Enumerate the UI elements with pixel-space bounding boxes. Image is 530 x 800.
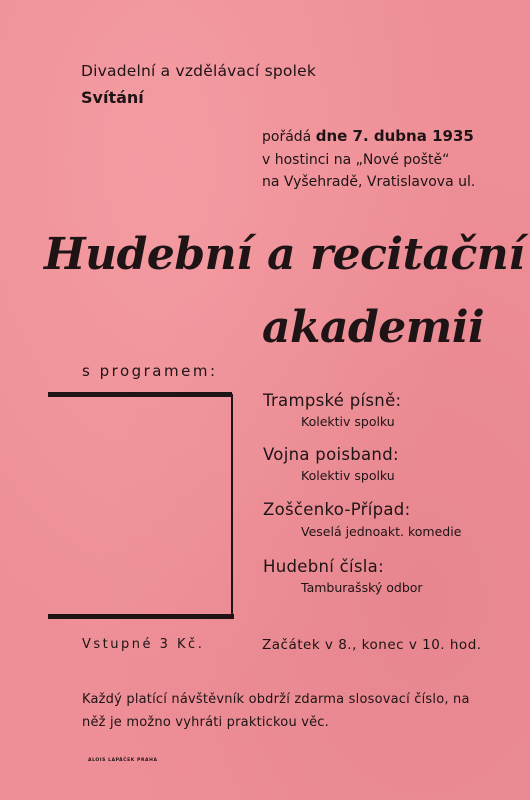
organization-line: Divadelní a vzdělávací spolek [81,62,317,80]
start-end-times: Začátek v 8., konec v 10. hod. [262,637,482,653]
program-item-4-title: Hudební čísla: [263,557,384,576]
program-item-2-subtitle: Kolektiv spolku [301,468,395,483]
organization-name: Svítání [81,88,144,107]
program-item-1-subtitle: Kolektiv spolku [301,414,395,429]
program-item-1-title: Trampské písně: [263,391,402,410]
program-item-2-title: Vojna poisband: [263,445,399,464]
printer-imprint: ALOIS LAPÁČEK PRAHA [88,758,158,763]
program-label: s programem: [82,362,218,380]
event-date-line [262,127,474,145]
lottery-note-line-1: Každý platící návštěvník obdrží zdarma slosovací číslo, na [82,692,470,707]
entry-fee: Vstupné 3 Kč. [82,637,205,652]
program-item-3-subtitle: Veselá jednoakt. komedie [301,524,462,539]
program-item-3-title: Zoščenko-Případ: [263,500,411,519]
event-place: v hostinci na „Nové poště“ [262,152,450,168]
event-date: dne 7. dubna 1935 [315,127,474,145]
program-item-4-subtitle: Tamburašský odbor [301,580,423,595]
title-line-1: Hudební a recitační [44,229,525,280]
bracket-bottom-rule [48,614,234,619]
title-line-2: akademii [262,302,485,353]
bracket-side-rule [231,394,233,616]
event-date-prefix: pořádá [262,129,312,145]
event-street: na Vyšehradě, Vratislavova ul. [262,174,476,190]
bracket-top-rule [48,392,232,397]
lottery-note-line-2: něž je možno vyhráti praktickou věc. [82,715,329,730]
